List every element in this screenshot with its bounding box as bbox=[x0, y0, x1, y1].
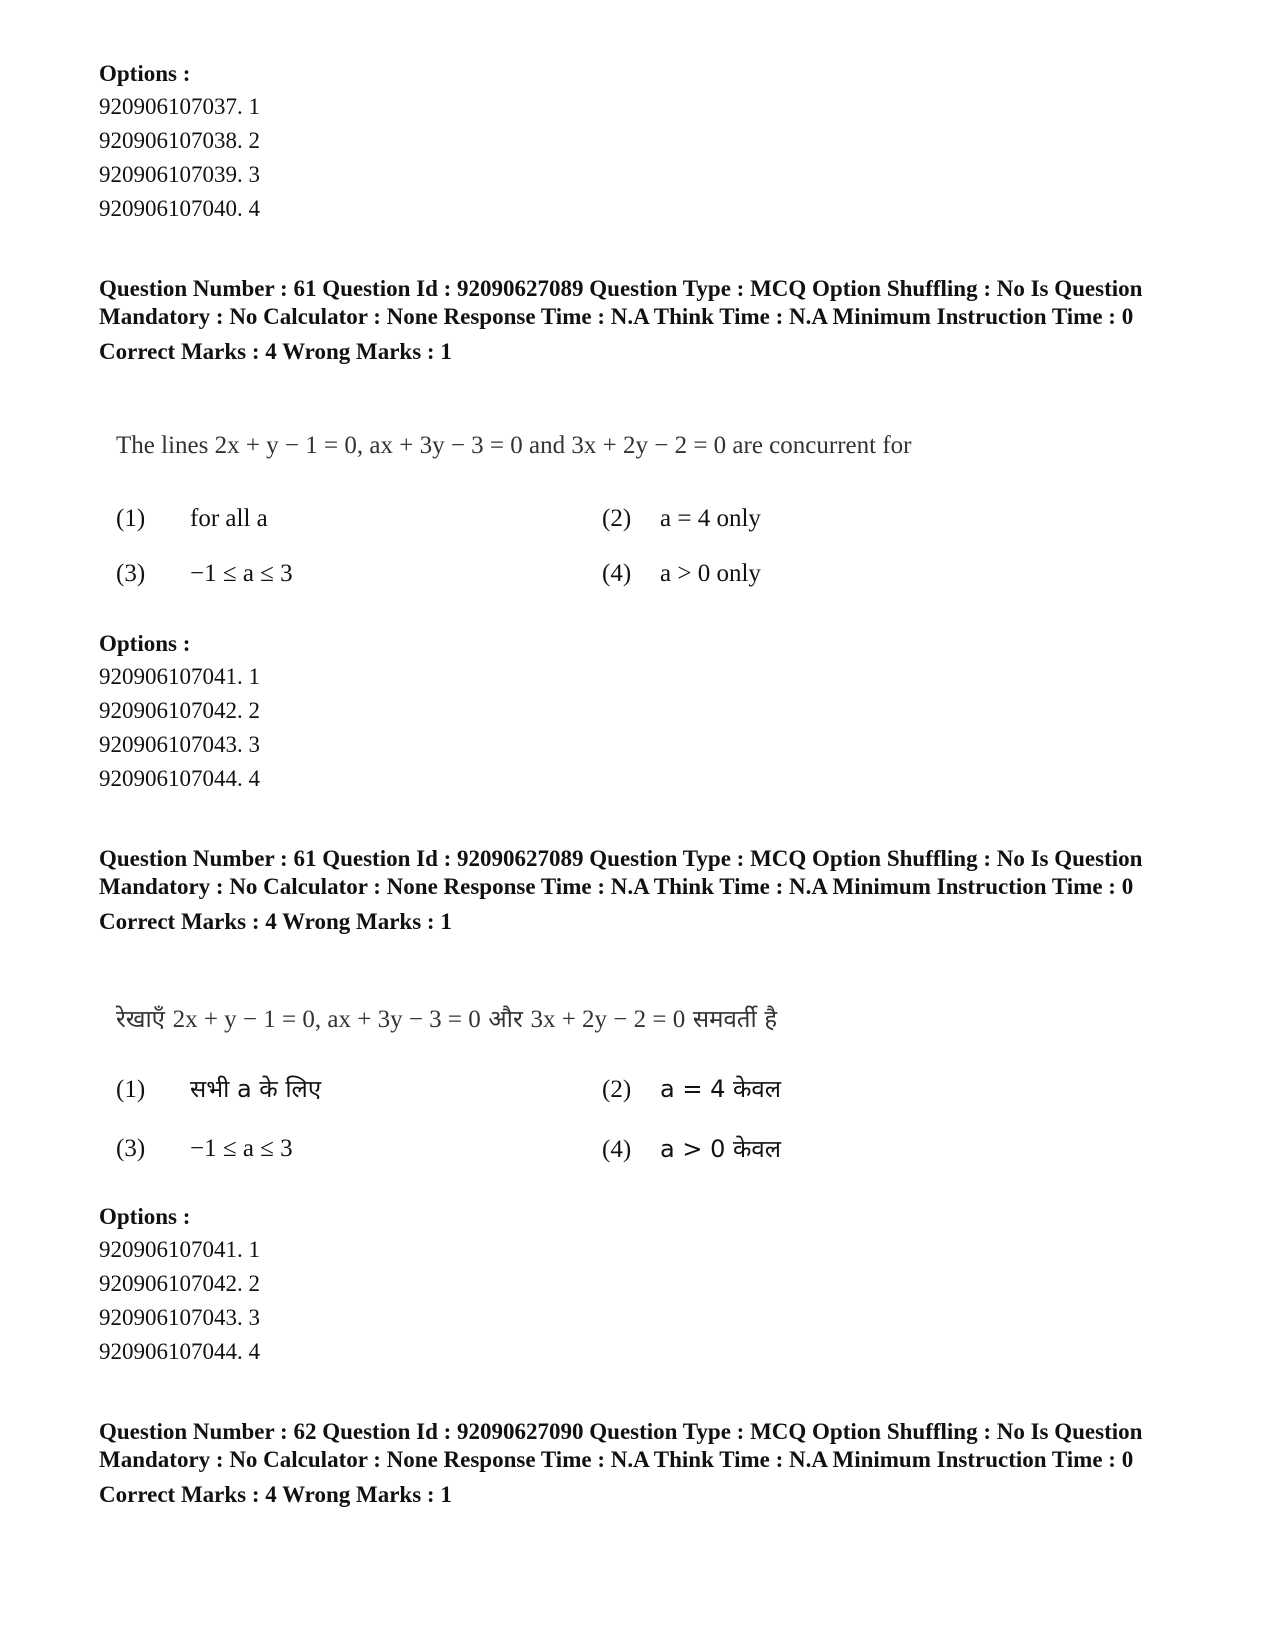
choice-1 bbox=[116, 1073, 321, 1106]
choice-text: a > 0 केवल bbox=[660, 1135, 782, 1163]
choice-number: (1) bbox=[116, 505, 146, 532]
choice-2 bbox=[602, 1073, 781, 1106]
options-heading: Options : bbox=[99, 1204, 191, 1229]
choice-number: (3) bbox=[116, 560, 146, 587]
question-61-header bbox=[99, 275, 1189, 366]
choice-number: (4) bbox=[602, 1136, 632, 1163]
question-stem-text: The lines 2x + y − 1 = 0, ax + 3y − 3 = 0 and 3x + 2y − 2 = 0 are concurrent for bbox=[116, 432, 912, 459]
question-meta: Question Number : 61 Question Id : 92090627089 Question Type : MCQ Option Shuffling : No Is Question Mandatory : No Calculator : None Response Time : N.A Think Time : N.A Minimum Instruction Time : 0 bbox=[99, 846, 1143, 899]
option-item: 920906107040. 4 bbox=[99, 196, 260, 221]
options-heading: Options : bbox=[99, 61, 191, 86]
choice-3 bbox=[116, 558, 293, 590]
option-item: 920906107043. 3 bbox=[99, 732, 260, 757]
choice-text: −1 ≤ a ≤ 3 bbox=[190, 1135, 293, 1162]
choice-text: a = 4 केवल bbox=[660, 1075, 782, 1103]
choice-number: (4) bbox=[602, 560, 632, 587]
options-block-prev bbox=[99, 58, 260, 226]
choice-text: सभी a के लिए bbox=[190, 1075, 322, 1103]
option-item: 920906107041. 1 bbox=[99, 664, 260, 689]
stem-equation: 2x + y − 1 = 0, ax + 3y − 3 = 0 bbox=[172, 1006, 481, 1033]
options-heading: Options : bbox=[99, 631, 191, 656]
question-marks: Correct Marks : 4 Wrong Marks : 1 bbox=[99, 339, 452, 364]
question-62-header bbox=[99, 1418, 1189, 1509]
choice-number: (2) bbox=[602, 505, 632, 532]
choice-text: for all a bbox=[190, 505, 268, 532]
option-item: 920906107037. 1 bbox=[99, 94, 260, 119]
option-item: 920906107038. 2 bbox=[99, 128, 260, 153]
choice-4 bbox=[602, 1133, 781, 1166]
stem-conjunction: और bbox=[488, 1005, 523, 1033]
option-item: 920906107042. 2 bbox=[99, 1271, 260, 1296]
option-item: 920906107039. 3 bbox=[99, 162, 260, 187]
choice-text: −1 ≤ a ≤ 3 bbox=[190, 560, 293, 587]
choice-number: (2) bbox=[602, 1076, 632, 1103]
question-61-hi-header bbox=[99, 845, 1189, 936]
choice-number: (1) bbox=[116, 1076, 146, 1103]
option-item: 920906107041. 1 bbox=[99, 1237, 260, 1262]
choice-3 bbox=[116, 1133, 293, 1165]
option-item: 920906107044. 4 bbox=[99, 1339, 260, 1364]
choice-text: a = 4 only bbox=[660, 505, 761, 532]
choice-number: (3) bbox=[116, 1135, 146, 1162]
choice-2 bbox=[602, 503, 761, 535]
option-item: 920906107043. 3 bbox=[99, 1305, 260, 1330]
question-marks: Correct Marks : 4 Wrong Marks : 1 bbox=[99, 909, 452, 934]
options-block-q61-hi bbox=[99, 1201, 260, 1369]
option-item: 920906107042. 2 bbox=[99, 698, 260, 723]
option-item: 920906107044. 4 bbox=[99, 766, 260, 791]
stem-suffix: समवर्ती है bbox=[692, 1005, 778, 1033]
question-stem-text bbox=[116, 1003, 777, 1036]
question-meta: Question Number : 61 Question Id : 92090627089 Question Type : MCQ Option Shuffling : No Is Question Mandatory : No Calculator : None Response Time : N.A Think Time : N.A Minimum Instruction Time : 0 bbox=[99, 276, 1143, 329]
question-marks: Correct Marks : 4 Wrong Marks : 1 bbox=[99, 1482, 452, 1507]
options-block-q61-en bbox=[99, 628, 260, 796]
question-stem-hi bbox=[116, 1003, 777, 1036]
choice-1 bbox=[116, 503, 268, 535]
stem-equation: 3x + 2y − 2 = 0 bbox=[530, 1006, 686, 1033]
question-stem bbox=[116, 430, 911, 462]
choice-text: a > 0 only bbox=[660, 560, 761, 587]
choice-4 bbox=[602, 558, 761, 590]
question-meta: Question Number : 62 Question Id : 92090627090 Question Type : MCQ Option Shuffling : No Is Question Mandatory : No Calculator : None Response Time : N.A Think Time : N.A Minimum Instruction Time : 0 bbox=[99, 1419, 1143, 1472]
stem-prefix: रेखाएँ bbox=[116, 1005, 165, 1033]
